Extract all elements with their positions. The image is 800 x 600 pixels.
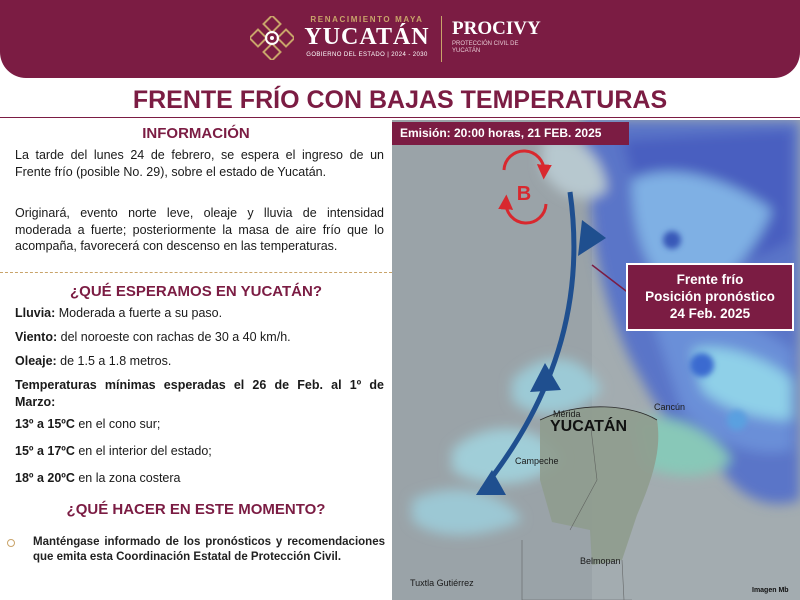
agency-subtitle: PROTECCIÓN CIVIL DE YUCATÁN bbox=[452, 41, 519, 54]
agency-name: PROCIVY bbox=[452, 18, 541, 39]
informacion-heading: INFORMACIÓN bbox=[142, 125, 250, 142]
gov-tagline: RENACIMIENTO MAYA bbox=[310, 15, 424, 24]
bullet-icon bbox=[7, 539, 15, 547]
yucatan-logo-icon bbox=[250, 16, 294, 60]
header-banner bbox=[0, 0, 800, 78]
temperature-heading: Temperaturas mínimas esperadas el 26 de Feb. al 1º de Marzo: bbox=[15, 378, 384, 409]
front-callout bbox=[626, 263, 794, 331]
esperamos-heading: ¿QUÉ ESPERAMOS EN YUCATÁN? bbox=[70, 283, 322, 300]
temperature-item: 13º a 15ºC en el cono sur; bbox=[15, 417, 161, 431]
city-label-cancun: Cancún bbox=[654, 402, 686, 412]
temperature-item: 18º a 20ºC en la zona costera bbox=[15, 471, 181, 485]
low-pressure-symbol: B bbox=[516, 183, 532, 205]
city-label-belmopan: Belmopan bbox=[580, 556, 621, 566]
city-label-merida: Mérida bbox=[553, 409, 581, 419]
satellite-map bbox=[392, 120, 800, 600]
page-title: FRENTE FRÍO CON BAJAS TEMPERATURAS bbox=[132, 86, 668, 114]
city-label-campeche: Campeche bbox=[515, 456, 559, 466]
hacer-heading: ¿QUÉ HACER EN ESTE MOMENTO? bbox=[66, 501, 326, 518]
callout-subtitle: Posición pronóstico bbox=[645, 289, 775, 304]
callout-title: Frente frío bbox=[676, 272, 744, 287]
oleaje-item: Oleaje: de 1.5 a 1.8 metros. bbox=[15, 354, 172, 368]
header-divider bbox=[441, 16, 442, 62]
callout-date: 24 Feb. 2025 bbox=[669, 306, 751, 321]
lluvia-item: Lluvia: Moderada a fuerte a su paso. bbox=[15, 306, 223, 320]
section-divider bbox=[0, 272, 392, 273]
emission-banner: Emisión: 20:00 horas, 21 FEB. 2025 bbox=[392, 122, 629, 145]
gov-period: GOBIERNO DEL ESTADO | 2024 - 2030 bbox=[306, 52, 428, 58]
temperature-item: 15º a 17ºC en el interior del estado; bbox=[15, 444, 212, 458]
map-graphic bbox=[392, 120, 800, 600]
state-label: YUCATÁN bbox=[550, 418, 628, 435]
advice-text: Manténgase informado de los pronósticos y recomendaciones que emita esta Coordinación Estatal de Protección Civil. bbox=[33, 536, 385, 563]
city-label-tuxtla: Tuxtla Gutiérrez bbox=[410, 578, 474, 588]
informacion-paragraph-2: Originará, evento norte leve, oleaje y lluvia de intensidad moderada a fuerte; posteriormente la masa de aire frío que lo acompaña, favorecerá con descenso en las temperaturas. bbox=[15, 206, 384, 253]
informacion-paragraph-1: La tarde del lunes 24 de febrero, se espera el ingreso de un Frente frío (posible No. 29), sobre el estado de Yucatán. bbox=[15, 148, 384, 179]
gov-state-name: YUCATÁN bbox=[304, 24, 430, 50]
image-credit: Imagen Mb bbox=[752, 587, 789, 594]
info-column bbox=[0, 118, 392, 600]
viento-item: Viento: del noroeste con rachas de 30 a 40 km/h. bbox=[15, 330, 291, 344]
